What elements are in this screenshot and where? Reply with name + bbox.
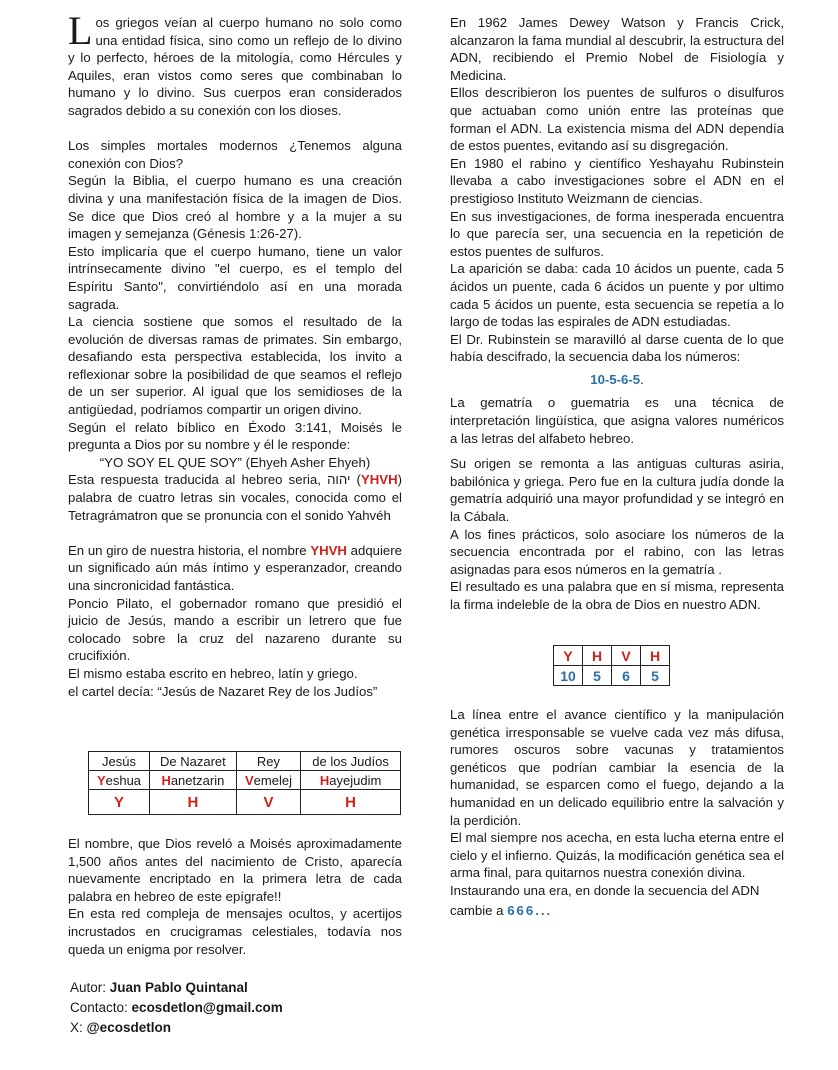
paragraph-manipulacion: La línea entre el avance científico y la manipulación genética irresponsable se vuelve cada vez más difusa, rumores oscuros sobre vacunas y tratamientos genéticos que podrían cambiar la esencia de la humanidad, se esparcen como el fuego, dejando a la humanidad en un delicado equilibrio entre la salvación y la perdición. <box>450 707 784 828</box>
table-cell: H <box>583 646 612 666</box>
paragraph-tetragramaton <box>68 471 402 524</box>
sequence-dot: . <box>640 371 644 387</box>
table-cell <box>236 771 300 790</box>
paragraph-gematria: La gematría o guematria es una técnica de interpretación lingüística, que asigna valores numéricos a las letras del alfabeto hebreo. <box>450 395 784 446</box>
paragraph-instaurando: Instaurando una era, en donde la secuencia del ADN <box>450 882 760 898</box>
intro-paragraph <box>68 8 402 120</box>
x-handle: @ecosdetlon <box>86 1020 171 1035</box>
intro-text: os griegos veían al cuerpo humano no solo como una entidad física, sino como un reflejo de lo divino y lo perfecto, héroes de la mitología, como Hércules y Aquiles, eran vistos como seres que combinaban lo humano y lo divino. Sus cuerpos eran considerados sagrados debido a su conexión con los dioses. <box>68 15 402 118</box>
table-cell: de los Judíos <box>301 752 401 771</box>
sequence-666: 666... <box>507 902 553 918</box>
table-cell: Y <box>89 790 150 815</box>
paragraph-aparicion: La aparición se daba: cada 10 ácidos un puente, cada 5 ácidos un puente, cada 6 ácidos un puente y por ultimo cada 5 ácidos un puente, esta secuencia se repetía a lo largo de todas las espirales de ADN estudiadas. <box>450 261 784 330</box>
paragraph-cartel: el cartel decía: “Jesús de Nazaret Rey de los Judíos” <box>68 683 378 699</box>
inri-table <box>88 751 401 815</box>
paragraph-encriptado: El nombre, que Dios reveló a Moisés aproximadamente 1,500 años antes del nacimiento de Cristo, aparecía nuevamente encriptado en la primera letra de cada palabra en hebreo de este epígrafe!! <box>68 836 402 904</box>
paragraph-valor-divino: Esto implicaría que el cuerpo humano, tiene un valor intrínsecamente divino "el cuerpo, es el templo del Espíritu Santo", convirtiéndolo así en una morada sagrada. <box>68 243 402 312</box>
table-cell: H <box>301 790 401 815</box>
paragraph-question: Los simples mortales modernos ¿Tenemos alguna conexión con Dios? <box>68 138 402 171</box>
left-column-bottom <box>68 835 402 958</box>
contact-label: Contacto: <box>70 1000 132 1015</box>
cambie-text: cambie a <box>450 902 508 918</box>
table-cell: Rey <box>236 752 300 771</box>
table-row <box>89 752 401 771</box>
tetragramaton-text-b: ) palabra de cuatro letras sin vocales, conocida como el Tetragrámatron que se pronuncia con el sonido Yahvéh <box>68 472 402 523</box>
table-cell: Y <box>554 646 583 666</box>
table-cell: H <box>149 790 236 815</box>
word-rest: emelej <box>253 772 292 788</box>
x-line <box>70 1018 283 1038</box>
author-name: Juan Pablo Quintanal <box>109 980 248 995</box>
table-cell: 10 <box>554 666 583 686</box>
word-rest: anetzarin <box>170 772 225 788</box>
gematria-table <box>553 645 670 686</box>
paragraph-pilato: Poncio Pilato, el gobernador romano que presidió el juicio de Jesús, mando a escribir un letrero que fue colocado sobre la cruz del nazareno durante su crucifixión. <box>68 595 402 664</box>
paragraph-mal: El mal siempre nos acecha, en esta lucha eterna entre el cielo y el infierno. Quizás, la modificación genética sea el arma final, para quitarnos nuestra conexión divina. <box>450 830 784 881</box>
table-cell <box>89 771 150 790</box>
drop-cap: L <box>68 8 93 53</box>
table-cell: 5 <box>641 666 670 686</box>
table-cell <box>149 771 236 790</box>
paragraph-enigma: En esta red compleja de mensajes ocultos, y acertijos incrustados en crucigramas celestiales, todavía nos queda un enigma por resolver. <box>68 906 402 957</box>
table-row <box>554 646 670 666</box>
yhvh-highlight: YHVH <box>360 472 398 488</box>
table-cell: De Nazaret <box>149 752 236 771</box>
table-row <box>554 666 670 686</box>
contact-line <box>70 998 283 1018</box>
table-cell: H <box>641 646 670 666</box>
paragraph-biblia: Según la Biblia, el cuerpo humano es una creación divina y una manifestación física de la imagen de Dios. Se dice que Dios creó al hombre y a la mujer a su imagen y semejanza (Génesis 1:26-27). <box>68 173 402 242</box>
paragraph-giro <box>68 542 402 595</box>
paragraph-rubinstein: En 1980 el rabino y científico Yeshayahu Rubinstein llevaba a cabo investigaciones sobre el ADN en el prestigioso Instituto Weizmann de ciencias. <box>450 155 784 206</box>
sequence-value: 10-5-6-5 <box>590 371 641 387</box>
paragraph-exodo: Según el relato bíblico en Éxodo 3:141, Moisés le pregunta a Dios por su nombre y él le responde: <box>68 419 402 453</box>
author-line <box>70 978 283 998</box>
word-rest: eshua <box>105 772 142 788</box>
table-row <box>89 771 401 790</box>
paragraph-puentes: Ellos describieron los puentes de sulfuros o disulfuros que actuaban como unión entre las proteínas que forman el ADN. La existencia misma del ADN dependía de estos puentes, evitando así su disgregación. <box>450 85 784 154</box>
contact-email: ecosdetlon@gmail.com <box>131 1000 283 1015</box>
paragraph-investigaciones: En sus investigaciones, de forma inesperada encuentra lo que parecía ser, una secuencia en la repetición de estos puentes de sulfuros. <box>450 208 784 259</box>
paragraph-ciencia: La ciencia sostiene que somos el resultado de la evolución de diversas ramas de primates. Sin embargo, desafiando esta perspectiva establecida, los invito a reflexionar sobre la posibilidad de que seamos el reflejo de un ser superior. Al igual que los semidioses de la antigüedad, podríamos compartir un origen divino. <box>68 314 402 418</box>
table-cell: Jesús <box>89 752 150 771</box>
table-cell <box>301 771 401 790</box>
table-cell: 6 <box>612 666 641 686</box>
initial-letter: H <box>319 772 330 788</box>
left-column <box>68 8 402 700</box>
yhvh-highlight-2: YHVH <box>310 542 347 558</box>
x-label: X: <box>70 1020 87 1035</box>
paragraph-idiomas: El mismo estaba escrito en hebreo, latín y griego. <box>68 665 358 681</box>
paragraph-watson-crick: En 1962 James Dewey Watson y Francis Crick, alcanzaron la fama mundial al descubrir, la estructura del ADN, recibiendo el Premio Nobel de Fisiología y Medicina. <box>450 15 784 83</box>
giro-text-a: En un giro de nuestra historia, el nombre <box>68 542 311 558</box>
paragraph-resultado: El resultado es una palabra que en sí misma, representa la firma indeleble de la obra de Dios en nuestro ADN. <box>450 579 784 612</box>
paragraph-fines: A los fines prácticos, solo asociare los números de la secuencia encontrada por el rabino, con las letras asignadas para esos números en la gematría . <box>450 526 784 577</box>
table-cell: V <box>612 646 641 666</box>
table-row <box>89 790 401 815</box>
initial-letter: Y <box>96 772 106 788</box>
right-column <box>450 14 784 614</box>
word-rest: ayejudim <box>329 772 382 788</box>
quote-yo-soy: “YO SOY EL QUE SOY” (Ehyeh Asher Ehyeh) <box>99 454 371 470</box>
right-column-bottom <box>450 706 784 919</box>
table-cell: V <box>236 790 300 815</box>
table-cell: 5 <box>583 666 612 686</box>
paragraph-origen: Su origen se remonta a las antiguas culturas asiria, babilónica y griega. Pero fue en la cultura judía donde la gematría adquirió una mayor profundidad y se integró en la Cábala. <box>450 456 784 525</box>
initial-letter: H <box>161 772 171 788</box>
paragraph-cambie <box>450 902 784 920</box>
initial-letter: V <box>245 772 254 788</box>
author-label: Autor: <box>70 980 110 995</box>
paragraph-maravillo: El Dr. Rubinstein se maravilló al darse cuenta de lo que había descifrado, la secuencia daba los números: <box>450 331 784 365</box>
author-block <box>70 978 283 1038</box>
sequence-numbers <box>450 371 784 389</box>
tetragramaton-text-a: Esta respuesta traducida al hebreo seria, יהוה ( <box>68 472 361 488</box>
giro-text-b: adquiere un significado aún más íntimo y esperanzador, creando una sincronicidad fantástica. <box>68 542 402 593</box>
